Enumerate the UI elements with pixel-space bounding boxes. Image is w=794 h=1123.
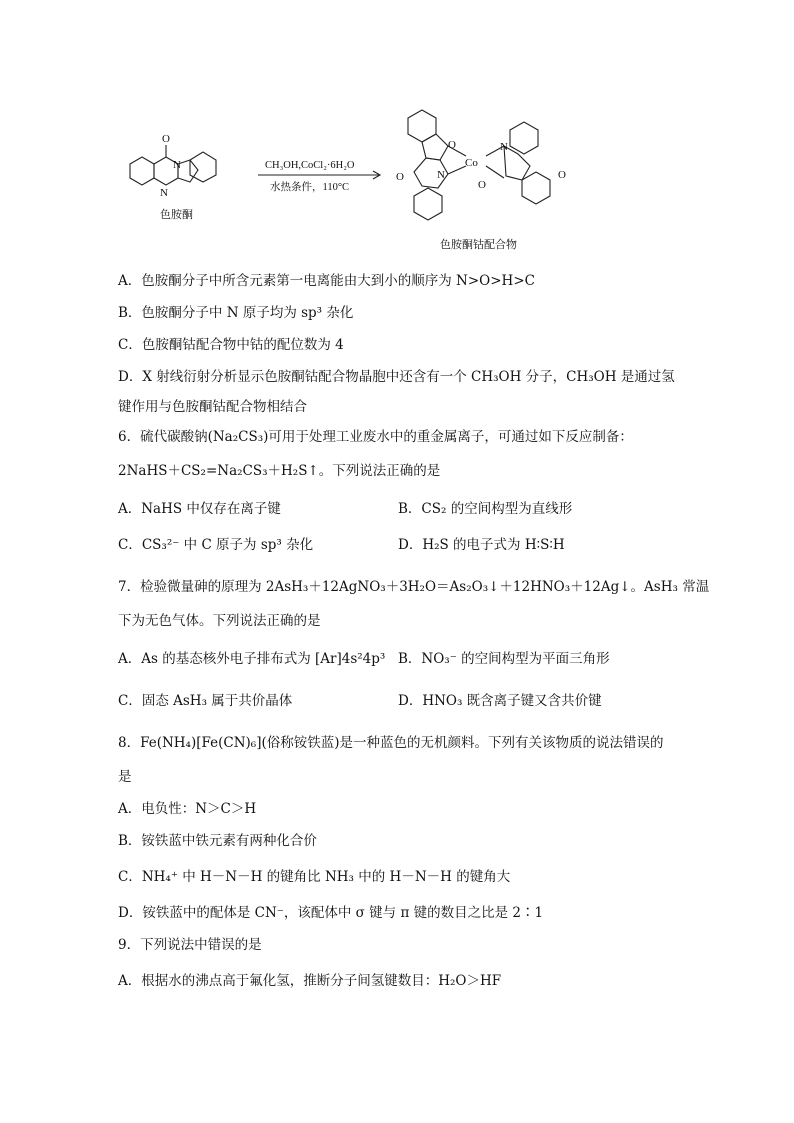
- q7-option-b: B．NO₃⁻ 的空间构型为平面三角形: [398, 651, 610, 667]
- co-n-bond-1: [448, 166, 466, 174]
- right-carbonyl-o-right: O: [558, 169, 566, 181]
- right-top-benzene: [408, 110, 436, 142]
- q5-option-a: A．色胺酮分子中所含元素第一电离能由大到小的顺序为 N>O>H>C: [118, 273, 535, 289]
- right-upper-benzene-2: [510, 122, 538, 154]
- cobalt-atom: Co: [465, 157, 478, 169]
- q5-option-c: C．色胺酮钴配合物中钴的配位数为 4: [118, 337, 344, 353]
- q8-stem-line2: 是: [118, 769, 132, 785]
- q6-option-a: A．NaHS 中仅存在离子键: [118, 501, 281, 517]
- q6-option-c: C．CS₃²⁻ 中 C 原子为 sp³ 杂化: [118, 537, 314, 553]
- q5-option-d: D．X 射线衍射分析显示色胺酮钴配合物晶胞中还含有一个 CH₃OH 分子，CH₃OH 是通过氢: [118, 369, 675, 385]
- co-o-bond-2: [486, 166, 504, 178]
- right-n-right: N: [500, 141, 508, 153]
- q6-option-b: B．CS₂ 的空间构型为直线形: [398, 501, 573, 517]
- right-lower-benzene-2: [522, 172, 550, 204]
- q9-option-a: A．根据水的沸点高于氟化氢，推断分子间氢键数目：H₂O＞HF: [118, 973, 502, 989]
- q7-stem-line2: 下为无色气体。下列说法正确的是: [118, 613, 321, 629]
- right-carbonyl-o-left: O: [396, 171, 404, 183]
- right-molecule-name: 色胺酮钴配合物: [440, 239, 517, 251]
- q7-option-d: D．HNO₃ 既含离子键又含共价键: [398, 693, 602, 709]
- reaction-figure: [110, 100, 590, 260]
- q7-stem-line1: 7．检验微量砷的原理为 2AsH₃＋12AgNO₃＋3H₂O＝As₂O₃↓＋12HNO₃＋12Ag↓。AsH₃ 常温: [118, 579, 710, 595]
- q8-stem-line1: 8．Fe(NH₄)[Fe(CN)₆](俗称铵铁蓝)是一种蓝色的无机颜料。下列有关该物质的说法错误的: [118, 735, 664, 751]
- q8-option-c: C．NH₄⁺ 中 H－N－H 的键角比 NH₃ 中的 H－N－H 的键角大: [118, 869, 511, 885]
- right-bottom-benzene: [414, 188, 442, 220]
- q6-stem-line2: 2NaHS＋CS₂=Na₂CS₃＋H₂S↑。下列说法正确的是: [118, 463, 441, 479]
- reagent-top: CH₃OH,CoCl₂·6H₂O: [265, 160, 355, 171]
- q8-option-d: D．铵铁蓝中的配体是 CN⁻，该配体中 σ 键与 π 键的数目之比是 2∶1: [118, 905, 544, 921]
- left-benzene-ring: [130, 157, 154, 185]
- q5-option-d-cont: 键作用与色胺酮钴配合物相结合: [118, 399, 307, 415]
- q6-option-d: D．H₂S 的电子式为 H∶S∶H: [398, 537, 565, 553]
- q8-option-a: A．电负性：N＞C＞H: [118, 801, 257, 817]
- reaction-scheme-svg: [110, 100, 590, 260]
- left-n-bottom: N: [160, 187, 168, 199]
- q8-option-b: B．铵铁蓝中铁元素有两种化合价: [118, 833, 317, 849]
- reagent-bottom: 水热条件，110°C: [270, 182, 350, 193]
- q6-stem-line1: 6．硫代碳酸钠(Na₂CS₃)可用于处理工业废水中的重金属离子，可通过如下反应制备：: [118, 429, 633, 445]
- right-o-top: O: [448, 139, 456, 151]
- q9-stem: 9．下列说法中错误的是: [118, 937, 262, 953]
- left-molecule-name: 色胺酮: [160, 209, 193, 221]
- left-five-ring: [178, 160, 198, 182]
- left-n-top: N: [173, 159, 181, 171]
- q7-option-c: C．固态 AsH₃ 属于共价晶体: [118, 693, 293, 709]
- left-right-benzene: [190, 152, 216, 182]
- right-o-bottom: O: [478, 179, 486, 191]
- q7-option-a: A．As 的基态核外电子排布式为 [Ar]4s²4p³: [118, 651, 386, 667]
- right-n-left: N: [437, 169, 445, 181]
- q5-option-b: B．色胺酮分子中 N 原子均为 sp³ 杂化: [118, 305, 354, 321]
- left-carbonyl-o: O: [162, 133, 170, 145]
- right-top-five-ring: [422, 134, 448, 160]
